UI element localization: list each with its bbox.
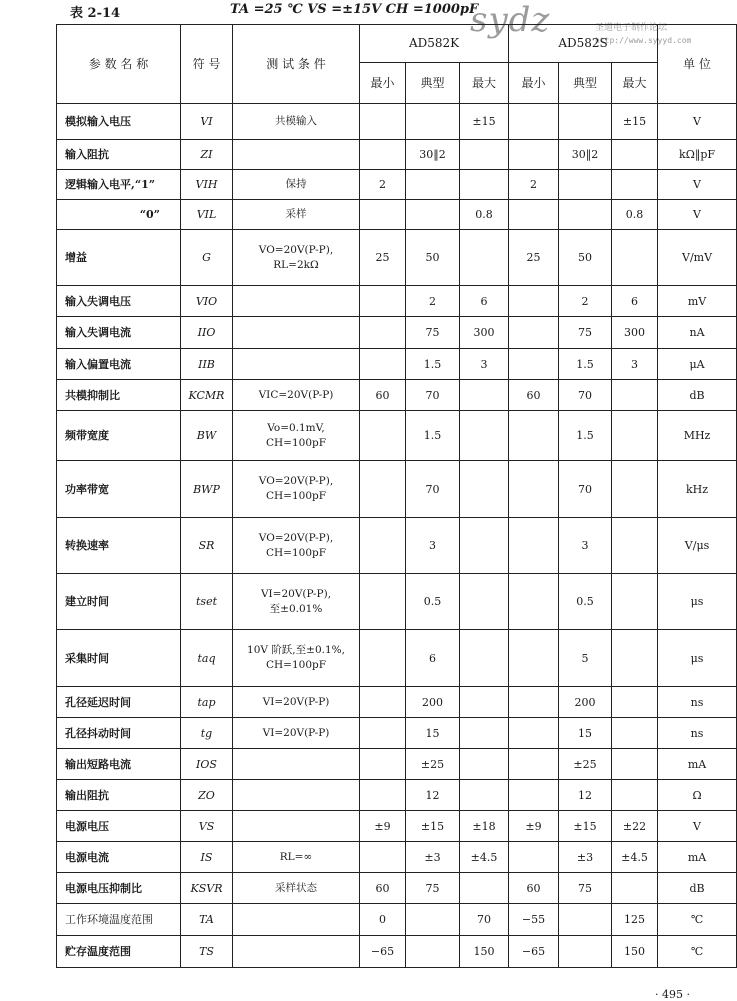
value-max-a — [460, 461, 509, 518]
header-typ: 典型 — [406, 63, 460, 104]
table-row — [57, 687, 737, 718]
param-name: 孔径抖动时间 — [57, 718, 181, 749]
value-min-b: ±9 — [509, 811, 559, 842]
table-row — [57, 104, 737, 140]
value-min-a — [360, 411, 406, 461]
value-max-a: 300 — [460, 317, 509, 349]
test-condition — [233, 230, 360, 286]
value-typ-b — [559, 104, 612, 140]
test-conditions: TA =25 ℃ VS =±15V CH =1000pF — [230, 2, 479, 17]
param-unit: V — [658, 200, 737, 230]
param-name: 输入阻抗 — [57, 140, 181, 170]
value-typ-b — [559, 200, 612, 230]
table-row — [57, 140, 737, 170]
value-max-b — [612, 461, 658, 518]
value-min-a — [360, 574, 406, 630]
test-condition — [233, 574, 360, 630]
value-max-b — [612, 780, 658, 811]
param-name: 电源电压 — [57, 811, 181, 842]
value-typ-a: 75 — [406, 873, 460, 904]
condition-line: VI=20V(P-P) — [262, 726, 330, 739]
value-typ-a: 15 — [406, 718, 460, 749]
value-typ-b: 1.5 — [559, 411, 612, 461]
value-max-b: ±15 — [612, 104, 658, 140]
condition-line: 采样 — [285, 208, 307, 220]
watermark-site-name: 圣道电子制作论坛 — [595, 23, 668, 33]
value-min-b — [509, 780, 559, 811]
value-max-b: ±22 — [612, 811, 658, 842]
value-min-b — [509, 518, 559, 574]
test-condition — [233, 780, 360, 811]
condition-line: 采样状态 — [275, 881, 317, 894]
value-max-b — [612, 749, 658, 780]
value-max-b — [612, 718, 658, 749]
value-typ-b: 70 — [559, 461, 612, 518]
value-min-b: 60 — [509, 873, 559, 904]
value-typ-a — [406, 200, 460, 230]
value-max-a: 150 — [460, 936, 509, 968]
value-min-a: 60 — [360, 380, 406, 411]
param-unit: ℃ — [658, 904, 737, 936]
header-max: 最大 — [460, 63, 509, 104]
value-min-b — [509, 140, 559, 170]
value-typ-a — [406, 170, 460, 200]
param-name: 电源电压抑制比 — [57, 873, 181, 904]
value-max-b — [612, 411, 658, 461]
test-condition — [233, 200, 360, 230]
param-symbol: VIH — [181, 170, 233, 200]
value-max-b: 300 — [612, 317, 658, 349]
value-max-b — [612, 518, 658, 574]
value-max-b — [612, 380, 658, 411]
param-symbol: SR — [181, 518, 233, 574]
table-row — [57, 842, 737, 873]
value-min-b: 25 — [509, 230, 559, 286]
value-max-b — [612, 687, 658, 718]
value-typ-a — [406, 936, 460, 968]
table-row — [57, 380, 737, 411]
param-name: 贮存温度范围 — [57, 936, 181, 968]
condition-line: 共模输入 — [275, 115, 317, 127]
value-min-b: −65 — [509, 936, 559, 968]
value-typ-a: 2 — [406, 286, 460, 317]
table-row — [57, 286, 737, 317]
value-min-b — [509, 200, 559, 230]
param-name: 转换速率 — [57, 518, 181, 574]
value-typ-a: 1.5 — [406, 349, 460, 380]
param-unit: mV — [658, 286, 737, 317]
param-unit: MHz — [658, 411, 737, 461]
param-unit: mA — [658, 842, 737, 873]
page-number: · 495 · — [655, 988, 690, 1001]
header-max: 最大 — [612, 63, 658, 104]
value-typ-b: 50 — [559, 230, 612, 286]
param-unit: dB — [658, 380, 737, 411]
test-condition — [233, 317, 360, 349]
test-condition — [233, 904, 360, 936]
param-symbol: BW — [181, 411, 233, 461]
value-min-a — [360, 104, 406, 140]
test-condition — [233, 349, 360, 380]
value-min-a — [360, 518, 406, 574]
table-row — [57, 518, 737, 574]
value-min-a — [360, 687, 406, 718]
condition-line: VIC=20V(P-P) — [258, 388, 334, 401]
value-max-a — [460, 687, 509, 718]
test-condition — [233, 380, 360, 411]
value-typ-b: 2 — [559, 286, 612, 317]
value-typ-b: 70 — [559, 380, 612, 411]
value-max-a — [460, 780, 509, 811]
value-max-a — [460, 518, 509, 574]
condition-line: RL=∞ — [279, 850, 313, 863]
watermark-url: http://www.syyyd.com — [595, 36, 692, 45]
condition-line: VI=20V(P-P), — [260, 587, 332, 600]
header-condition: 测 试 条 件 — [233, 25, 360, 104]
param-unit: μs — [658, 630, 737, 687]
value-typ-a: 1.5 — [406, 411, 460, 461]
table-body — [57, 104, 737, 968]
param-unit: ℃ — [658, 936, 737, 968]
param-unit: kHz — [658, 461, 737, 518]
value-max-b: ±4.5 — [612, 842, 658, 873]
param-name: 孔径延迟时间 — [57, 687, 181, 718]
value-max-a — [460, 873, 509, 904]
value-typ-b: 0.5 — [559, 574, 612, 630]
param-symbol: BWP — [181, 461, 233, 518]
value-typ-b: ±15 — [559, 811, 612, 842]
param-unit: ns — [658, 687, 737, 718]
param-name: 输出阻抗 — [57, 780, 181, 811]
param-symbol: tap — [181, 687, 233, 718]
value-typ-a: 50 — [406, 230, 460, 286]
condition-line: VO=20V(P-P), — [258, 475, 334, 487]
value-min-a: ±9 — [360, 811, 406, 842]
value-min-b: 2 — [509, 170, 559, 200]
param-unit: V — [658, 104, 737, 140]
param-symbol: VIO — [181, 286, 233, 317]
value-min-a: −65 — [360, 936, 406, 968]
value-max-b — [612, 873, 658, 904]
param-symbol: IIO — [181, 317, 233, 349]
param-name: 频带宽度 — [57, 411, 181, 461]
value-max-a: 3 — [460, 349, 509, 380]
param-unit: dB — [658, 873, 737, 904]
param-symbol: IS — [181, 842, 233, 873]
table-row — [57, 873, 737, 904]
condition-line: Vo=0.1mV, — [267, 421, 325, 434]
value-min-a: 2 — [360, 170, 406, 200]
condition-line: CH=100pF — [265, 659, 327, 671]
test-condition — [233, 718, 360, 749]
param-unit: V — [658, 811, 737, 842]
header-symbol: 符 号 — [181, 25, 233, 104]
header-model-a: AD582K — [360, 25, 509, 63]
value-typ-a: 12 — [406, 780, 460, 811]
value-max-b — [612, 630, 658, 687]
test-condition — [233, 749, 360, 780]
value-max-a: ±15 — [460, 104, 509, 140]
test-condition — [233, 630, 360, 687]
spec-table — [56, 24, 737, 968]
test-condition — [233, 518, 360, 574]
condition-line: CH=100pF — [265, 436, 327, 449]
param-unit: V/mV — [658, 230, 737, 286]
value-typ-b — [559, 904, 612, 936]
condition-line: 10V 阶跃,至±0.1%, — [247, 644, 345, 656]
table-row — [57, 811, 737, 842]
value-typ-b: 15 — [559, 718, 612, 749]
value-max-a — [460, 718, 509, 749]
value-typ-b: 75 — [559, 317, 612, 349]
value-typ-a: ±15 — [406, 811, 460, 842]
value-min-a — [360, 140, 406, 170]
value-typ-a: ±3 — [406, 842, 460, 873]
header-param: 参 数 名 称 — [57, 25, 181, 104]
value-typ-b: 1.5 — [559, 349, 612, 380]
value-max-b: 125 — [612, 904, 658, 936]
value-min-b — [509, 286, 559, 317]
param-name: 电源电流 — [57, 842, 181, 873]
test-condition — [233, 687, 360, 718]
param-unit: mA — [658, 749, 737, 780]
table-row — [57, 780, 737, 811]
value-min-b — [509, 104, 559, 140]
value-min-b — [509, 317, 559, 349]
test-condition — [233, 104, 360, 140]
value-typ-a: 70 — [406, 461, 460, 518]
param-symbol: tset — [181, 574, 233, 630]
table-row — [57, 170, 737, 200]
value-min-b — [509, 687, 559, 718]
condition-line: VO=20V(P-P), — [258, 531, 334, 544]
value-typ-b: 30‖2 — [559, 140, 612, 170]
value-max-b: 0.8 — [612, 200, 658, 230]
param-symbol: G — [181, 230, 233, 286]
value-typ-b: 5 — [559, 630, 612, 687]
condition-line: VI=20V(P-P) — [262, 695, 330, 708]
test-condition — [233, 873, 360, 904]
value-min-b — [509, 749, 559, 780]
value-min-b: 60 — [509, 380, 559, 411]
param-symbol: IOS — [181, 749, 233, 780]
table-row — [57, 718, 737, 749]
value-max-a — [460, 411, 509, 461]
header-min: 最小 — [360, 63, 406, 104]
param-name: 建立时间 — [57, 574, 181, 630]
value-max-b: 150 — [612, 936, 658, 968]
condition-line: CH=100pF — [265, 490, 327, 502]
param-name: 逻辑输入电平,“1” — [57, 170, 181, 200]
param-symbol: ZI — [181, 140, 233, 170]
value-typ-a: ±25 — [406, 749, 460, 780]
param-unit: V — [658, 170, 737, 200]
value-min-a — [360, 461, 406, 518]
value-typ-a: 0.5 — [406, 574, 460, 630]
test-condition — [233, 811, 360, 842]
param-name: 输入偏置电流 — [57, 349, 181, 380]
condition-line: 至±0.01% — [269, 602, 323, 615]
param-symbol: KCMR — [181, 380, 233, 411]
param-symbol: tg — [181, 718, 233, 749]
value-typ-a: 75 — [406, 317, 460, 349]
value-typ-a: 30‖2 — [406, 140, 460, 170]
header-unit: 单 位 — [658, 25, 737, 104]
value-max-a: ±4.5 — [460, 842, 509, 873]
table-row — [57, 574, 737, 630]
param-symbol: VIL — [181, 200, 233, 230]
value-max-a — [460, 140, 509, 170]
table-row — [57, 230, 737, 286]
value-min-b — [509, 461, 559, 518]
value-min-b — [509, 630, 559, 687]
test-condition — [233, 170, 360, 200]
test-condition — [233, 461, 360, 518]
param-symbol: ZO — [181, 780, 233, 811]
value-min-a — [360, 749, 406, 780]
param-unit: ns — [658, 718, 737, 749]
value-min-a: 0 — [360, 904, 406, 936]
table-header — [57, 25, 737, 104]
value-min-b: −55 — [509, 904, 559, 936]
param-name: 输入失调电流 — [57, 317, 181, 349]
table-row — [57, 630, 737, 687]
value-typ-b: 200 — [559, 687, 612, 718]
value-typ-a: 3 — [406, 518, 460, 574]
value-typ-b: ±25 — [559, 749, 612, 780]
test-condition — [233, 286, 360, 317]
param-name: 输入失调电压 — [57, 286, 181, 317]
condition-line: CH=100pF — [265, 546, 327, 559]
value-typ-a: 70 — [406, 380, 460, 411]
value-typ-a — [406, 904, 460, 936]
value-max-a — [460, 380, 509, 411]
value-max-a — [460, 749, 509, 780]
table-label: 表 2-14 — [70, 6, 121, 21]
param-unit: nA — [658, 317, 737, 349]
param-symbol: TA — [181, 904, 233, 936]
param-unit: V/μs — [658, 518, 737, 574]
value-max-b — [612, 230, 658, 286]
value-min-b — [509, 574, 559, 630]
value-max-a: 70 — [460, 904, 509, 936]
watermark-logo: sydz — [470, 0, 551, 40]
value-min-a — [360, 842, 406, 873]
test-condition — [233, 140, 360, 170]
value-min-a — [360, 286, 406, 317]
value-max-b: 6 — [612, 286, 658, 317]
value-max-b — [612, 140, 658, 170]
value-min-a — [360, 349, 406, 380]
value-min-a: 25 — [360, 230, 406, 286]
value-max-a — [460, 170, 509, 200]
value-max-a: 6 — [460, 286, 509, 317]
value-max-a: 0.8 — [460, 200, 509, 230]
table-row — [57, 936, 737, 968]
param-unit: Ω — [658, 780, 737, 811]
test-condition — [233, 842, 360, 873]
param-symbol: VS — [181, 811, 233, 842]
value-max-b — [612, 170, 658, 200]
test-condition — [233, 411, 360, 461]
value-min-a — [360, 317, 406, 349]
value-typ-b: 75 — [559, 873, 612, 904]
header-min: 最小 — [509, 63, 559, 104]
param-symbol: KSVR — [181, 873, 233, 904]
value-min-a — [360, 780, 406, 811]
value-typ-a: 200 — [406, 687, 460, 718]
value-typ-b: 12 — [559, 780, 612, 811]
value-typ-b — [559, 170, 612, 200]
param-name: 功率带宽 — [57, 461, 181, 518]
param-name: 共模抑制比 — [57, 380, 181, 411]
value-max-a: ±18 — [460, 811, 509, 842]
value-min-b — [509, 349, 559, 380]
param-unit: μs — [658, 574, 737, 630]
header-model-b: AD582S — [509, 25, 658, 63]
condition-line: VO=20V(P-P), — [258, 243, 334, 256]
value-min-b — [509, 411, 559, 461]
table-row — [57, 904, 737, 936]
value-max-b — [612, 574, 658, 630]
param-name: “0” — [57, 200, 181, 230]
param-symbol: TS — [181, 936, 233, 968]
value-max-a — [460, 230, 509, 286]
param-name: 采集时间 — [57, 630, 181, 687]
table-row — [57, 349, 737, 380]
value-min-b — [509, 842, 559, 873]
table-row — [57, 411, 737, 461]
value-max-a — [460, 574, 509, 630]
param-symbol: taq — [181, 630, 233, 687]
value-typ-b — [559, 936, 612, 968]
condition-line: 保持 — [285, 178, 307, 190]
param-unit: kΩ‖pF — [658, 140, 737, 170]
value-min-b — [509, 718, 559, 749]
value-typ-b: 3 — [559, 518, 612, 574]
value-max-a — [460, 630, 509, 687]
param-name: 输出短路电流 — [57, 749, 181, 780]
param-name: 增益 — [57, 230, 181, 286]
value-typ-a: 6 — [406, 630, 460, 687]
value-min-a: 60 — [360, 873, 406, 904]
param-unit: μA — [658, 349, 737, 380]
param-name: 工作环境温度范围 — [57, 904, 181, 936]
table-row — [57, 200, 737, 230]
table-row — [57, 461, 737, 518]
value-min-a — [360, 630, 406, 687]
value-typ-a — [406, 104, 460, 140]
value-typ-b: ±3 — [559, 842, 612, 873]
value-max-b: 3 — [612, 349, 658, 380]
test-condition — [233, 936, 360, 968]
param-symbol: IIB — [181, 349, 233, 380]
condition-line: RL=2kΩ — [273, 258, 319, 271]
value-min-a — [360, 718, 406, 749]
header-typ: 典型 — [559, 63, 612, 104]
param-name: 模拟输入电压 — [57, 104, 181, 140]
value-min-a — [360, 200, 406, 230]
table-row — [57, 749, 737, 780]
table-row — [57, 317, 737, 349]
param-symbol: VI — [181, 104, 233, 140]
